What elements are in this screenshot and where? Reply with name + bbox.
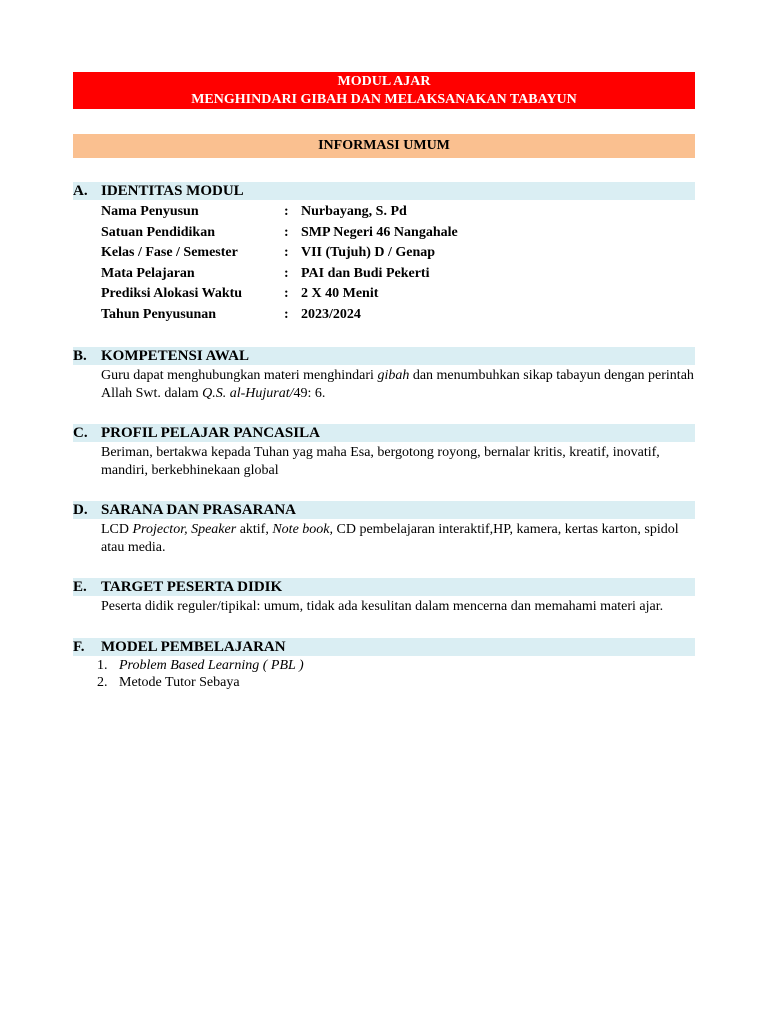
info-band: INFORMASI UMUM bbox=[73, 134, 695, 158]
section-title: SARANA DAN PRASARANA bbox=[101, 502, 297, 518]
identity-row bbox=[101, 305, 695, 326]
section-header bbox=[73, 182, 695, 200]
section-title: PROFIL PELAJAR PANCASILA bbox=[101, 425, 320, 441]
section-header bbox=[73, 424, 695, 442]
identity-colon: : bbox=[284, 306, 289, 322]
section-title: TARGET PESERTA DIDIK bbox=[101, 579, 283, 595]
identity-label: Kelas / Fase / Semester bbox=[101, 245, 238, 260]
identity-label: Tahun Penyusunan bbox=[101, 306, 217, 322]
body-text: Guru dapat menghubungkan materi menghindari bbox=[101, 368, 378, 383]
body-emphasis: Q.S. al-Hujurat/ bbox=[202, 385, 294, 401]
title-band bbox=[73, 72, 695, 109]
module-subtitle: MENGHINDARI GIBAH DAN MELAKSANAKAN TABAYUN bbox=[191, 92, 577, 107]
body-text: CD pembelajaran interaktif,HP, kamera, kertas karton, spidol atau media. bbox=[101, 522, 679, 555]
identity-label: Prediksi Alokasi Waktu bbox=[101, 286, 243, 301]
identity-colon: : bbox=[284, 286, 289, 301]
document-page bbox=[73, 72, 695, 692]
list-text: Metode Tutor Sebaya bbox=[119, 675, 240, 690]
identity-value: VII (Tujuh) D / Genap bbox=[301, 245, 436, 260]
body-emphasis: Note book, bbox=[272, 522, 333, 537]
section-body bbox=[73, 521, 695, 556]
section-letter: C. bbox=[73, 425, 88, 441]
section-letter: B. bbox=[73, 348, 87, 364]
identity-table bbox=[101, 202, 695, 325]
section-target-peserta bbox=[73, 578, 695, 616]
section-letter: D. bbox=[73, 502, 88, 518]
identity-colon: : bbox=[284, 204, 289, 219]
identity-label: Nama Penyusun bbox=[101, 204, 199, 219]
section-title: MODEL PEMBELAJARAN bbox=[101, 638, 286, 655]
section-body: Peserta didik reguler/tipikal: umum, tidak ada kesulitan dalam mencerna dan memahami materi ajar. bbox=[101, 599, 664, 614]
body-text: 49: 6. bbox=[293, 385, 326, 401]
model-list bbox=[73, 657, 695, 692]
body-text: dan menumbuhkan sikap tabayun dengan perintah Allah Swt. dalam bbox=[101, 368, 694, 401]
list-item bbox=[97, 674, 695, 692]
section-body: Beriman, bertakwa kepada Tuhan yag maha Esa, bergotong royong, bernalar kritis, kreatif, inovatif, mandiri, berkebhinekaan global bbox=[101, 445, 660, 478]
identity-row bbox=[101, 243, 695, 264]
section-header bbox=[73, 638, 695, 656]
identity-row bbox=[101, 264, 695, 285]
section-sarana-prasarana bbox=[73, 501, 695, 556]
body-emphasis: gibah bbox=[377, 368, 410, 383]
identity-value: 2 X 40 Menit bbox=[301, 286, 379, 301]
section-title: KOMPETENSI AWAL bbox=[101, 348, 249, 364]
section-model-pembelajaran bbox=[73, 638, 695, 692]
section-letter: A. bbox=[73, 183, 88, 199]
section-header bbox=[73, 578, 695, 596]
identity-row bbox=[101, 202, 695, 223]
section-header bbox=[73, 347, 695, 365]
identity-colon: : bbox=[284, 224, 289, 240]
section-kompetensi-awal bbox=[73, 347, 695, 402]
body-text: aktif, bbox=[236, 522, 273, 537]
section-letter: F. bbox=[73, 638, 85, 655]
identity-colon: : bbox=[284, 245, 289, 260]
identity-label: Satuan Pendidikan bbox=[101, 224, 215, 240]
section-body bbox=[73, 367, 695, 402]
list-text: Problem Based Learning ( PBL ) bbox=[119, 657, 304, 673]
list-number: 1. bbox=[97, 657, 108, 673]
body-emphasis: Projector, Speaker bbox=[132, 522, 237, 537]
body-text: LCD bbox=[101, 522, 133, 537]
list-number: 2. bbox=[97, 675, 108, 690]
identity-value: Nurbayang, S. Pd bbox=[301, 204, 407, 219]
identity-value: 2023/2024 bbox=[301, 306, 361, 322]
section-title: IDENTITAS MODUL bbox=[101, 183, 244, 199]
identity-row bbox=[101, 284, 695, 305]
section-profil-pelajar bbox=[73, 424, 695, 479]
identity-label: Mata Pelajaran bbox=[101, 265, 195, 281]
identity-value: SMP Negeri 46 Nangahale bbox=[301, 224, 458, 240]
identity-value: PAI dan Budi Pekerti bbox=[301, 265, 430, 281]
section-header bbox=[73, 501, 695, 519]
module-title: MODUL AJAR bbox=[337, 74, 431, 89]
identity-colon: : bbox=[284, 265, 289, 281]
identity-row bbox=[101, 223, 695, 244]
list-item bbox=[97, 657, 695, 675]
section-letter: E. bbox=[73, 579, 87, 595]
section-identitas-modul bbox=[73, 182, 695, 325]
